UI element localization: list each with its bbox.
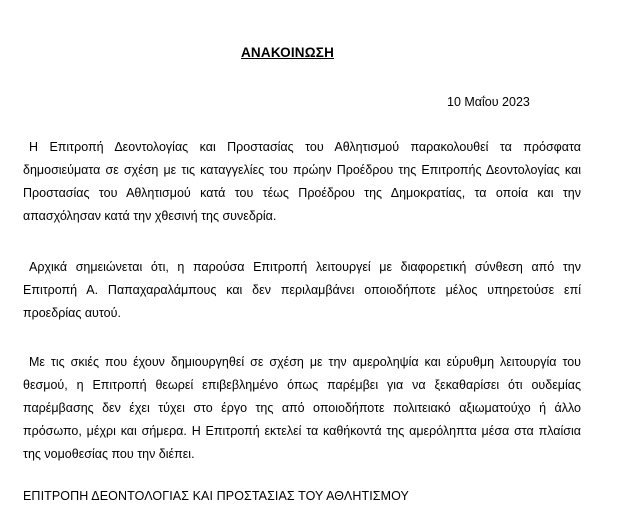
- paragraph-3: Με τις σκιές που έχουν δημιουργηθεί σε σχέση με την αμεροληψία και εύρυθμη λειτουργία του θεσμού, η Επιτροπή θεωρεί επιβεβλημένο όπως παρέμβει για να ξεκαθαρίσει ότι ουδεμίας παρέμβασης δεν έχει τύχει στο έργο της από οποιοδήποτε πολιτειακό αξιωματούχο ή άλλο πρόσωπο, μέχρι και σήμερα. Η Επιτροπή εκτελεί τα καθήκοντά της αμερόληπτα μέσα στα πλαίσια της νομοθεσίας που την διέπει.: [23, 355, 581, 461]
- paragraph-2: Αρχικά σημειώνεται ότι, η παρούσα Επιτροπή λειτουργεί με διαφορετική σύνθεση από την Επιτροπή Α. Παπαχαραλάμπους και δεν περιλαμβάνει οποιοδήποτε μέλος υπηρετούσε επί προεδρίας αυτού.: [23, 260, 581, 320]
- signature-line: ΕΠΙΤΡΟΠΗ ΔΕΟΝΤΟΛΟΓΙΑΣ ΚΑΙ ΠΡΟΣΤΑΣΙΑΣ ΤΟΥ ΑΘΛΗΤΙΣΜΟΥ: [23, 489, 409, 503]
- document-date: 10 Μαΐου 2023: [447, 95, 530, 109]
- document-title: ΑΝΑΚΟΙΝΩΣΗ: [240, 45, 335, 60]
- paragraph-1: Η Επιτροπή Δεοντολογίας και Προστασίας του Αθλητισμού παρακολουθεί τα πρόσφατα δημοσιεύματα σε σχέση με τις καταγγελίες του πρώην Προέδρου της Επιτροπής Δεοντολογίας και Προστασίας του Αθλητισμού κατά του τέως Προέδρου της Δημοκρατίας, τα οποία και την απασχόλησαν κατά την χθεσινή της συνεδρία.: [23, 140, 581, 223]
